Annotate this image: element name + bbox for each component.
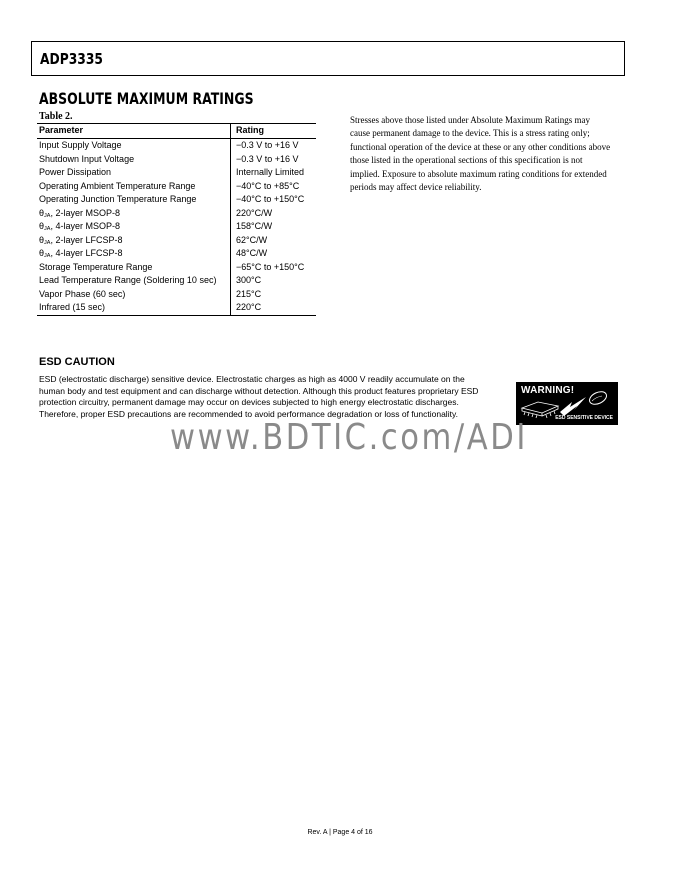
esd-warning-badge [516,382,618,425]
table-row [37,207,316,221]
cell-rating: 215°C [236,288,262,299]
table-header-row [37,124,316,139]
cell-parameter: Vapor Phase (60 sec) [37,288,231,302]
cell-parameter: Shutdown Input Voltage [37,153,231,167]
cell-rating: 62°C/W [236,234,268,245]
cell-parameter: $\theta_{JA}$, 2-layer MSOP-8 [37,207,231,221]
table-row [37,153,316,167]
ratings-table [37,123,316,316]
cell-parameter: Operating Ambient Temperature Range [37,180,231,194]
table-row [37,139,316,153]
table-row [37,220,316,234]
stress-note: Stresses above those listed under Absolute Maximum Ratings may cause permanent damage to the device. This is a stress rating only; functional operation of the device at these or any other conditions above those listed in the operational sections of this specification is not implied. Exposure to absolute maximum rating conditions for extended periods may affect device reliability. [350,115,611,193]
table-body [37,139,316,316]
cell-parameter: Storage Temperature Range [37,261,231,275]
cell-parameter: $\theta_{JA}$, 4-layer MSOP-8 [37,220,231,234]
section-title: ABSOLUTE MAXIMUM RATINGS [39,89,254,108]
table-row [37,193,316,207]
table-row [37,301,316,315]
table-row [37,247,316,261]
table-row [37,288,316,302]
cell-parameter: $\theta_{JA}$, 4-layer LFCSP-8 [37,247,231,261]
cell-rating: 300°C [236,275,262,285]
cell-parameter: Infrared (15 sec) [37,301,231,315]
warning-sub-label: ESD SENSITIVE DEVICE [555,415,613,421]
header-parameter: Parameter [37,124,231,139]
cell-rating: 48°C/W [236,248,268,258]
header-box [31,41,625,76]
cell-rating: −0.3 V to +16 V [236,153,299,164]
table-row [37,166,316,180]
cell-rating: −40°C to +85°C [236,180,300,191]
table-row [37,261,316,275]
table-row [37,180,316,194]
cell-parameter: Power Dissipation [37,166,231,180]
cell-rating: −0.3 V to +16 V [236,140,299,150]
page-footer: Rev. A | Page 4 of 16 [307,829,373,836]
cell-rating: 220°C/W [236,207,273,218]
product-title: ADP3335 [40,50,103,68]
esd-caution-title: ESD CAUTION [39,356,115,368]
table-caption: Table 2. [39,111,73,122]
cell-rating: Internally Limited [236,167,305,177]
cell-rating: −65°C to +150°C [236,261,305,272]
header-rating: Rating [231,124,317,139]
cell-parameter: $\theta_{JA}$, 2-layer LFCSP-8 [37,234,231,248]
cell-rating: −40°C to +150°C [236,194,305,204]
cell-parameter: Operating Junction Temperature Range [37,193,231,207]
table-row [37,234,316,248]
esd-caution-body: ESD (electrostatic discharge) sensitive device. Electrostatic charges as high as 4000 V readily accumulate on the human body and test equipment and can discharge without detection. Although this product features proprietary ESD protection circuitry, permanent damage may occur on devices subjected to high energy electrostatic discharges. Therefore, proper ESD precautions are recommended to avoid performance degradation or loss of functionality. [39,374,479,419]
cell-rating: 220°C [231,301,317,315]
table-row [37,274,316,288]
cell-parameter: Input Supply Voltage [37,139,231,153]
cell-rating: 158°C/W [236,221,273,231]
watermark: www.BDTIC.com/ADI [170,417,528,458]
cell-parameter: Lead Temperature Range (Soldering 10 sec) [37,274,231,288]
warning-label: WARNING! [521,385,575,396]
